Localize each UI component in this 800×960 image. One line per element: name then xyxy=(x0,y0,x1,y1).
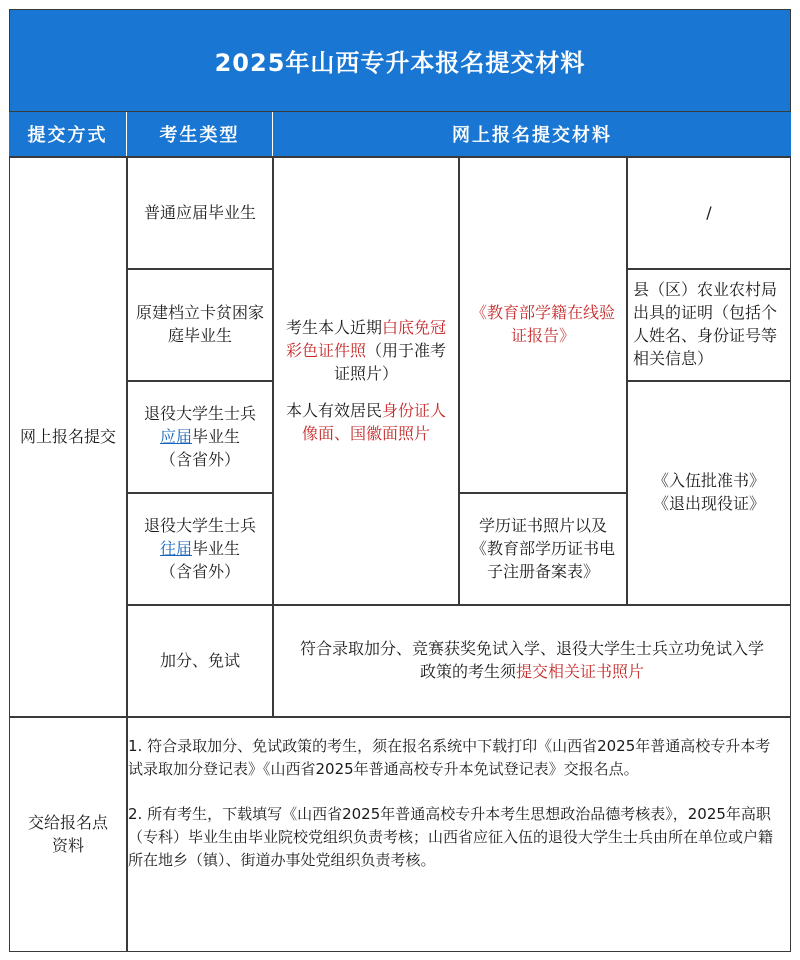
note-2: 2. 所有考生，下载填写《山西省2025年普通高校专升本考生思想政治品德考核表》，2025年高职（专科）毕业生由毕业院校党组织负责考核；山西省应征入伍的退役大学生士兵由所在单位或户籍所在地乡（镇）、街道办事处党组织负责考核。 xyxy=(128,805,774,869)
graduate-label: 毕业生 xyxy=(191,426,240,446)
graduate-label: 毕业生 xyxy=(191,538,240,558)
bonus-requirement: 符合录取加分、竞赛获奖免试入学、退役大学生士兵立功免试入学政策的考生须提交相关证书照片 xyxy=(299,639,764,681)
type-normal: 普通应届毕业生 xyxy=(143,202,256,222)
method-offline: 交给报名点资料 xyxy=(27,813,108,855)
note-1: 1. 符合录取加分、免试政策的考生，须在报名系统中下载打印《山西省2025年普通高校专升本考试录取加分登记表》《山西省2025年普通高校专升本免试登记表》交报名点。 xyxy=(128,737,771,778)
no-material-slash: / xyxy=(706,202,712,222)
enlistment-approval: 《入伍批准书》 xyxy=(652,471,765,490)
header-materials: 网上报名提交材料 xyxy=(273,112,791,156)
province-note: （含省外） xyxy=(159,449,240,469)
offline-notes xyxy=(128,735,778,894)
verification-report: 《教育部学籍在线验证报告》 xyxy=(471,303,616,345)
header-method: 提交方式 xyxy=(9,112,127,156)
method-online: 网上报名提交 xyxy=(19,426,116,446)
keyword-past: 往届 xyxy=(159,538,192,558)
veteran-label: 退役大学生士兵 xyxy=(143,403,256,423)
county-proof: 县（区）农业农村局出具的证明（包括个人姓名、身份证号等相关信息） xyxy=(633,280,778,368)
province-note: （含省外） xyxy=(159,561,240,581)
type-veteran-current xyxy=(127,380,273,492)
type-veteran-past xyxy=(127,492,273,604)
page-title: 2025年山西专升本报名提交材料 xyxy=(9,9,791,112)
veteran-label: 退役大学生士兵 xyxy=(143,515,256,535)
diploma-materials: 学历证书照片以及《教育部学历证书电子注册备案表》 xyxy=(470,515,615,581)
header-type: 考生类型 xyxy=(127,112,273,156)
discharge-certificate: 《退出现役证》 xyxy=(652,494,765,513)
type-poor: 原建档立卡贫困家庭毕业生 xyxy=(135,303,264,345)
photo-requirements xyxy=(273,156,459,604)
enlistment-documents xyxy=(627,380,791,604)
type-bonus: 加分、免试 xyxy=(159,650,240,670)
keyword-current: 应届 xyxy=(159,426,192,446)
photo-requirement-1: 考生本人近期白底免冠彩色证件照（用于准考证照片） xyxy=(285,317,447,383)
photo-requirement-2: 本人有效居民身份证人像面、国徽面照片 xyxy=(285,400,447,443)
